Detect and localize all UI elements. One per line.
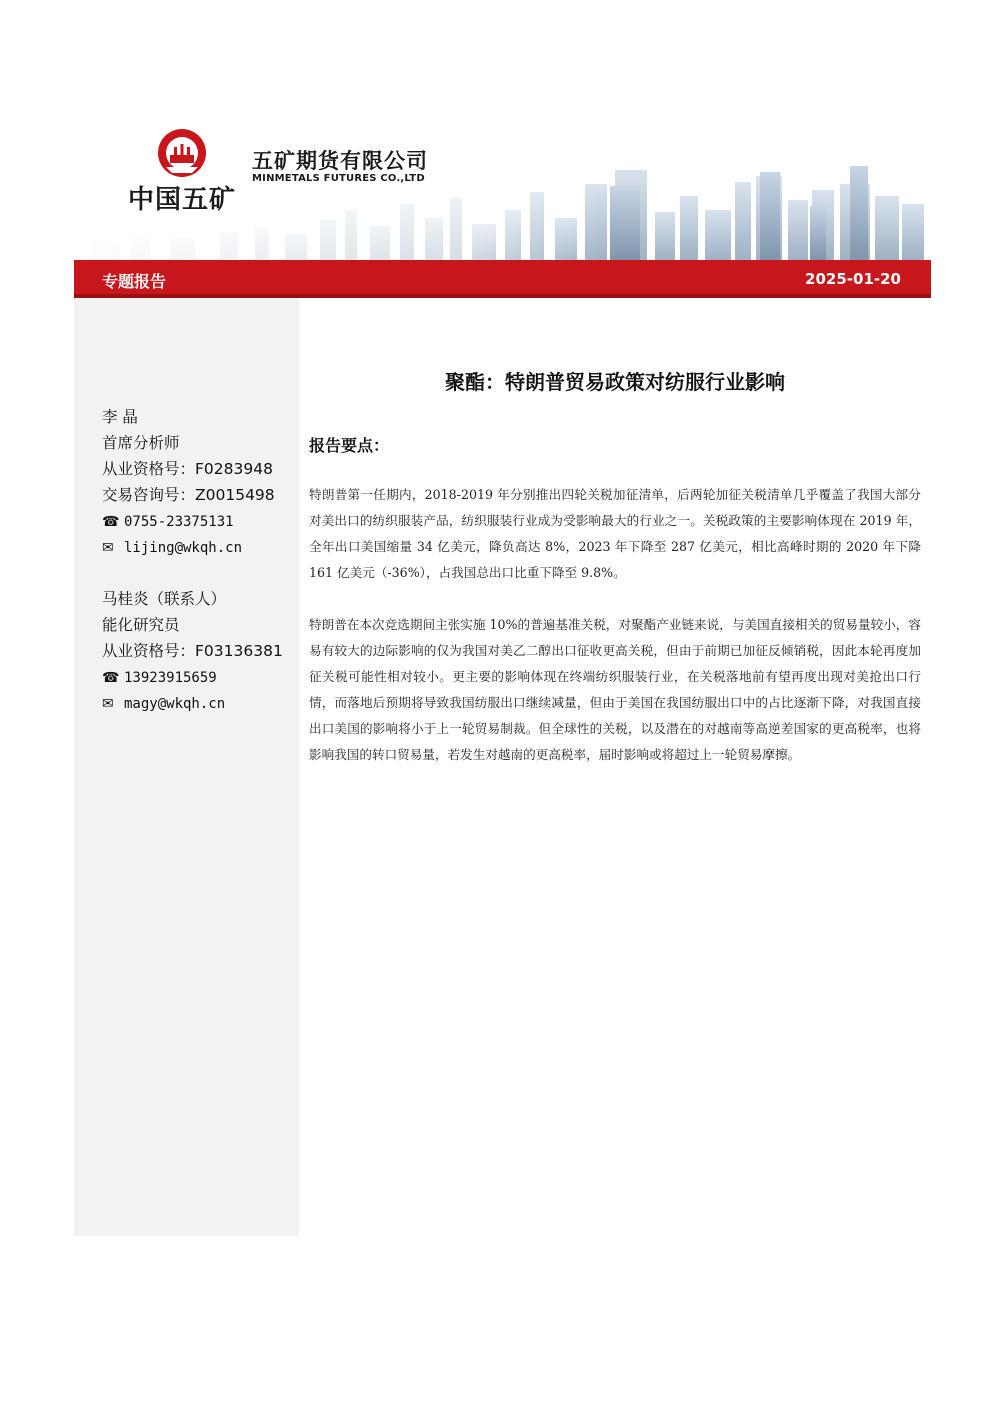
- company-name-en: MINMETALS FUTURES CO.,LTD: [252, 173, 425, 184]
- analyst-title: 能化研究员: [102, 616, 180, 634]
- analyst-consult-number: 交易咨询号：Z0015498: [102, 486, 275, 504]
- report-date: 2025-01-20: [805, 270, 901, 288]
- analyst-email[interactable]: magy@wkqh.cn: [124, 696, 226, 712]
- analyst-email[interactable]: lijing@wkqh.cn: [124, 540, 243, 556]
- phone-icon: ☎: [102, 514, 120, 530]
- analyst-qualification: 从业资格号：F03136381: [102, 642, 283, 660]
- body-paragraph: 特朗普第一任期内，2018-2019 年分别推出四轮关税加征清单，后两轮加征关税清单几乎覆盖了我国大部分对美出口的纺织服装产品，纺织服装行业成为受影响最大的行业之一。关税政策的主要影响体现在 2019 年，全年出口美国缩量 34 亿美元，降负高达 8%，2023 年下降至 287 亿美元，相比高峰时期的 2020 年下降 161 亿美元（-36%），占我国总出口比重下降至 9.8%。: [309, 487, 921, 580]
- analyst-phone: 13923915659: [124, 670, 217, 686]
- envelope-icon: ✉: [102, 696, 114, 712]
- analyst-name: 李 晶: [102, 408, 138, 426]
- logo-text: 中国五矿: [128, 185, 237, 215]
- analyst-name: 马桂炎（联系人）: [102, 590, 227, 608]
- analyst-sidebar: [74, 298, 299, 1236]
- report-banner: [74, 260, 931, 298]
- analyst-card: [102, 586, 297, 716]
- analyst-phone: 0755-23375131: [124, 514, 234, 530]
- report-title: 聚酯：特朗普贸易政策对纺服行业影响: [445, 370, 785, 394]
- analyst-email-row[interactable]: [102, 690, 297, 716]
- body-paragraph: 特朗普在本次竞选期间主张实施 10%的普遍基准关税，对聚酯产业链来说，与美国直接相关的贸易量较小，容易有较大的边际影响的仅为我国对美乙二醇出口征收更高关税，但由于前期已加征反倾销税，因此本轮再度加征关税可能性相对较小。更主要的影响体现在终端纺织服装行业，在关税落地前有望再度出现对美抢出口行情，而落地后预期将导致我国纺服出口继续减量，但由于美国在我国纺服出口中的占比逐渐下降，对我国直接出口美国的影响将小于上一轮贸易制裁。但全球性的关税，以及潜在的对越南等高逆差国家的更高税率，也将影响我国的转口贸易量，若发生对越南的更高税率，届时影响或将超过上一轮贸易摩擦。: [309, 617, 921, 762]
- analyst-phone-row: [102, 508, 297, 534]
- minmetals-emblem-icon: [156, 127, 208, 179]
- analyst-title: 首席分析师: [102, 434, 180, 452]
- envelope-icon: ✉: [102, 540, 114, 556]
- analyst-qualification: 从业资格号：F0283948: [102, 460, 273, 478]
- minmetals-logo: [128, 127, 238, 217]
- analyst-card: [102, 404, 297, 560]
- analyst-email-row[interactable]: [102, 534, 297, 560]
- analyst-phone-row: [102, 664, 297, 690]
- phone-icon: ☎: [102, 670, 120, 686]
- company-name-cn: 五矿期货有限公司: [252, 149, 428, 173]
- report-type-label: 专题报告: [102, 272, 167, 291]
- section-heading: 报告要点：: [309, 436, 390, 455]
